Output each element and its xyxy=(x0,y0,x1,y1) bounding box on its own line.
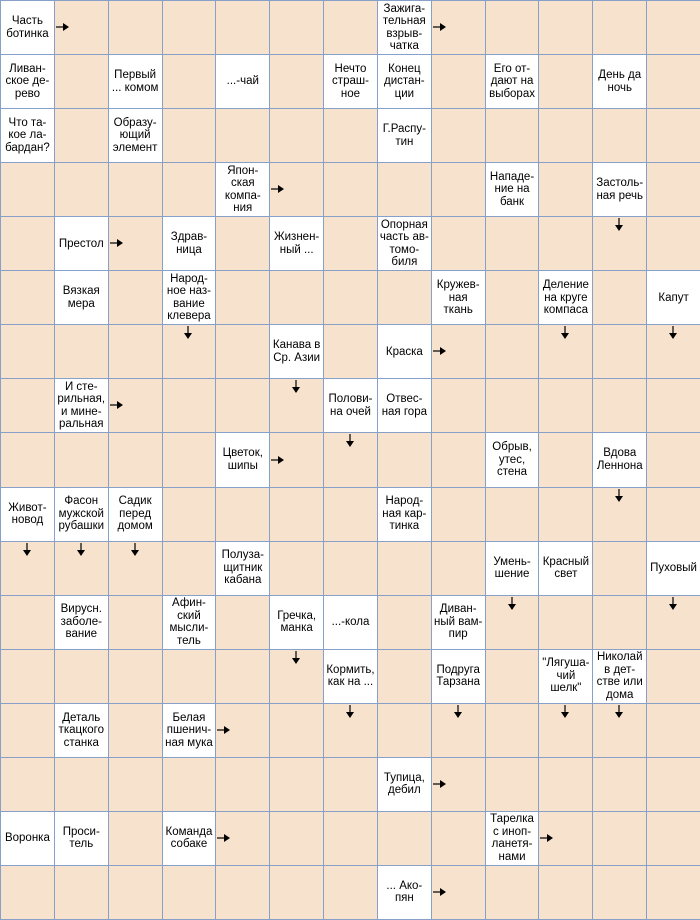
answer-cell[interactable] xyxy=(323,487,378,542)
answer-cell[interactable] xyxy=(54,162,109,217)
answer-cell[interactable] xyxy=(377,649,432,704)
clue-text: Ливан-ское де-рево xyxy=(5,62,50,100)
answer-cell[interactable] xyxy=(431,378,486,433)
answer-cell[interactable] xyxy=(108,649,163,704)
clue-cell xyxy=(323,378,378,433)
answer-cell[interactable] xyxy=(431,0,486,55)
answer-cell[interactable] xyxy=(538,757,593,812)
answer-cell[interactable] xyxy=(646,703,700,758)
clue-cell xyxy=(377,324,432,379)
answer-cell[interactable] xyxy=(431,324,486,379)
clue-text: Япон-ская компа-ния xyxy=(224,164,261,215)
answer-cell[interactable] xyxy=(592,757,647,812)
clue-text: Фасон мужской рубашки xyxy=(58,495,105,533)
answer-cell[interactable] xyxy=(485,378,540,433)
answer-cell[interactable] xyxy=(54,541,109,596)
clue-cell xyxy=(377,54,432,109)
clue-cell xyxy=(0,0,55,55)
clue-text: Зажига-тельная взрыв-чатка xyxy=(382,2,426,53)
answer-cell[interactable] xyxy=(646,595,700,650)
answer-cell[interactable] xyxy=(54,757,109,812)
answer-cell[interactable] xyxy=(269,162,324,217)
clue-cell xyxy=(162,270,217,325)
answer-cell[interactable] xyxy=(269,54,324,109)
clue-text: Пуховый xyxy=(650,561,697,574)
answer-cell[interactable] xyxy=(215,0,270,55)
answer-cell[interactable] xyxy=(538,162,593,217)
clue-cell xyxy=(54,811,109,866)
answer-cell[interactable] xyxy=(162,487,217,542)
answer-cell[interactable] xyxy=(592,487,647,542)
answer-cell[interactable] xyxy=(162,54,217,109)
answer-cell[interactable] xyxy=(646,487,700,542)
clue-text: Нечто страш-ное xyxy=(332,62,369,100)
answer-cell[interactable] xyxy=(485,703,540,758)
clue-text: Что та-кое ла-бардан? xyxy=(5,116,50,154)
clue-cell xyxy=(108,54,163,109)
clue-cell xyxy=(592,54,647,109)
answer-cell[interactable] xyxy=(108,865,163,920)
answer-cell[interactable] xyxy=(431,865,486,920)
answer-cell[interactable] xyxy=(538,487,593,542)
clue-cell xyxy=(54,270,109,325)
answer-cell[interactable] xyxy=(108,324,163,379)
clue-text: Проси-тель xyxy=(62,825,100,851)
answer-cell[interactable] xyxy=(54,649,109,704)
answer-cell[interactable] xyxy=(0,865,55,920)
answer-cell[interactable] xyxy=(431,216,486,271)
clue-text: Жизнен-ный ... xyxy=(274,231,320,256)
answer-cell[interactable] xyxy=(646,216,700,271)
answer-cell[interactable] xyxy=(54,865,109,920)
answer-cell[interactable] xyxy=(431,108,486,163)
answer-cell[interactable] xyxy=(0,378,55,433)
answer-cell[interactable] xyxy=(215,703,270,758)
answer-cell[interactable] xyxy=(592,216,647,271)
answer-cell[interactable] xyxy=(162,324,217,379)
clue-cell xyxy=(377,0,432,55)
answer-cell[interactable] xyxy=(108,0,163,55)
answer-cell[interactable] xyxy=(215,270,270,325)
clue-cell xyxy=(377,378,432,433)
answer-cell[interactable] xyxy=(538,216,593,271)
answer-cell[interactable] xyxy=(0,595,55,650)
answer-cell[interactable] xyxy=(538,0,593,55)
answer-cell[interactable] xyxy=(538,108,593,163)
answer-cell[interactable] xyxy=(269,432,324,487)
clue-text: Вдова Леннона xyxy=(596,447,643,472)
answer-cell[interactable] xyxy=(431,757,486,812)
answer-cell[interactable] xyxy=(485,757,540,812)
answer-cell[interactable] xyxy=(54,0,109,55)
answer-cell[interactable] xyxy=(215,378,270,433)
clue-text: Вязкая мера xyxy=(62,285,100,310)
answer-cell[interactable] xyxy=(646,162,700,217)
clue-cell xyxy=(54,703,109,758)
clue-text: Николай в дет-стве или дома xyxy=(596,651,643,701)
answer-cell[interactable] xyxy=(538,865,593,920)
answer-cell[interactable] xyxy=(646,757,700,812)
answer-cell[interactable] xyxy=(323,757,378,812)
answer-cell[interactable] xyxy=(592,811,647,866)
answer-cell[interactable] xyxy=(108,378,163,433)
clue-cell xyxy=(215,432,270,487)
answer-cell[interactable] xyxy=(592,541,647,596)
answer-cell[interactable] xyxy=(162,162,217,217)
answer-cell[interactable] xyxy=(0,216,55,271)
answer-cell[interactable] xyxy=(431,162,486,217)
clue-cell xyxy=(485,162,540,217)
clue-text: Цветок, шипы xyxy=(222,447,263,472)
answer-cell[interactable] xyxy=(215,108,270,163)
answer-cell[interactable] xyxy=(431,541,486,596)
answer-cell[interactable] xyxy=(431,54,486,109)
answer-cell[interactable] xyxy=(269,378,324,433)
answer-cell[interactable] xyxy=(323,432,378,487)
answer-cell[interactable] xyxy=(269,108,324,163)
answer-cell[interactable] xyxy=(215,487,270,542)
answer-cell[interactable] xyxy=(538,54,593,109)
clue-text: Отвес-ная гора xyxy=(381,393,427,418)
answer-cell[interactable] xyxy=(0,162,55,217)
clue-text: Канава в Ср. Азии xyxy=(272,339,321,364)
clue-text: И сте-рильная, и мине-ральная xyxy=(57,380,106,431)
clue-cell xyxy=(0,487,55,542)
answer-cell[interactable] xyxy=(215,865,270,920)
answer-cell[interactable] xyxy=(592,324,647,379)
clue-cell xyxy=(0,54,55,109)
answer-cell[interactable] xyxy=(538,811,593,866)
clue-text: Вирусн. заболе-вание xyxy=(60,603,102,641)
answer-cell[interactable] xyxy=(215,649,270,704)
answer-cell[interactable] xyxy=(0,270,55,325)
clue-text: Тарелка с иноп-ланетя-нами xyxy=(490,813,534,863)
answer-cell[interactable] xyxy=(538,378,593,433)
answer-cell[interactable] xyxy=(162,541,217,596)
clue-cell xyxy=(431,270,486,325)
answer-cell[interactable] xyxy=(0,649,55,704)
clue-cell xyxy=(269,595,324,650)
clue-text: Гречка, манка xyxy=(277,609,317,635)
clue-cell xyxy=(538,649,593,704)
answer-cell[interactable] xyxy=(108,595,163,650)
clue-text: Диван-ный вам-пир xyxy=(434,603,483,641)
answer-cell[interactable] xyxy=(215,216,270,271)
clue-text: Команда собаке xyxy=(165,825,213,851)
answer-cell[interactable] xyxy=(162,378,217,433)
clue-cell xyxy=(592,432,647,487)
answer-cell[interactable] xyxy=(162,0,217,55)
answer-cell[interactable] xyxy=(269,541,324,596)
clue-cell xyxy=(54,487,109,542)
clue-cell xyxy=(215,541,270,596)
answer-cell[interactable] xyxy=(54,108,109,163)
answer-cell[interactable] xyxy=(108,162,163,217)
answer-cell[interactable] xyxy=(323,541,378,596)
clue-cell xyxy=(0,811,55,866)
clue-text: Тупица, дебил xyxy=(383,771,425,797)
clue-cell xyxy=(323,595,378,650)
answer-cell[interactable] xyxy=(538,324,593,379)
answer-cell[interactable] xyxy=(323,811,378,866)
clue-cell xyxy=(108,108,163,163)
answer-cell[interactable] xyxy=(215,757,270,812)
clue-cell xyxy=(646,270,700,325)
clue-cell xyxy=(162,216,217,271)
clue-text: Здрав-ница xyxy=(170,231,208,256)
clue-cell xyxy=(485,54,540,109)
answer-cell[interactable] xyxy=(108,811,163,866)
clue-text: Полуза-щитник кабана xyxy=(221,549,264,587)
answer-cell[interactable] xyxy=(0,324,55,379)
answer-cell[interactable] xyxy=(323,216,378,271)
answer-cell[interactable] xyxy=(431,811,486,866)
answer-cell[interactable] xyxy=(108,703,163,758)
clue-text: Деление на круге компаса xyxy=(542,279,589,317)
clue-text: Садик перед домом xyxy=(117,495,153,533)
answer-cell[interactable] xyxy=(269,703,324,758)
answer-cell[interactable] xyxy=(646,0,700,55)
answer-cell[interactable] xyxy=(592,0,647,55)
clue-text: ...-кола xyxy=(331,615,370,628)
clue-text: Престол xyxy=(58,237,104,250)
clue-cell xyxy=(377,108,432,163)
answer-cell[interactable] xyxy=(54,324,109,379)
clue-text: Деталь ткацкого станка xyxy=(58,711,104,749)
clue-cell xyxy=(323,54,378,109)
answer-cell[interactable] xyxy=(485,649,540,704)
clue-text: Кружев-ная ткань xyxy=(436,279,480,317)
answer-cell[interactable] xyxy=(485,0,540,55)
clue-cell xyxy=(485,811,540,866)
answer-cell[interactable] xyxy=(646,649,700,704)
clue-cell xyxy=(592,162,647,217)
answer-cell[interactable] xyxy=(377,811,432,866)
clue-text: Кормить, как на ... xyxy=(326,663,375,689)
clue-cell xyxy=(377,757,432,812)
answer-cell[interactable] xyxy=(215,595,270,650)
answer-cell[interactable] xyxy=(323,108,378,163)
answer-cell[interactable] xyxy=(323,703,378,758)
answer-cell[interactable] xyxy=(269,0,324,55)
answer-cell[interactable] xyxy=(592,865,647,920)
answer-cell[interactable] xyxy=(323,0,378,55)
clue-text: Образу-ющий элемент xyxy=(112,116,158,154)
answer-cell[interactable] xyxy=(485,108,540,163)
answer-cell[interactable] xyxy=(54,432,109,487)
clue-text: Опорная часть ав-томо-биля xyxy=(379,218,429,269)
answer-cell[interactable] xyxy=(592,270,647,325)
answer-cell[interactable] xyxy=(0,432,55,487)
answer-cell[interactable] xyxy=(592,378,647,433)
answer-cell[interactable] xyxy=(646,324,700,379)
answer-cell[interactable] xyxy=(431,487,486,542)
answer-cell[interactable] xyxy=(431,432,486,487)
answer-cell[interactable] xyxy=(269,757,324,812)
answer-cell[interactable] xyxy=(215,324,270,379)
answer-cell[interactable] xyxy=(592,595,647,650)
clue-text: Краска xyxy=(385,345,423,358)
answer-cell[interactable] xyxy=(0,703,55,758)
answer-cell[interactable] xyxy=(108,432,163,487)
answer-cell[interactable] xyxy=(485,216,540,271)
answer-cell[interactable] xyxy=(646,811,700,866)
answer-cell[interactable] xyxy=(108,270,163,325)
answer-cell[interactable] xyxy=(108,757,163,812)
clue-text: Подруга Тарзана xyxy=(436,663,480,689)
answer-cell[interactable] xyxy=(54,54,109,109)
clue-text: День да ночь xyxy=(598,69,642,94)
clue-cell xyxy=(431,595,486,650)
answer-cell[interactable] xyxy=(108,541,163,596)
clue-text: Народ-ная кар-тинка xyxy=(382,495,427,533)
answer-cell[interactable] xyxy=(538,432,593,487)
answer-cell[interactable] xyxy=(215,811,270,866)
answer-cell[interactable] xyxy=(485,595,540,650)
clue-text: Конец дистан-ции xyxy=(384,62,425,100)
clue-cell xyxy=(0,108,55,163)
answer-cell[interactable] xyxy=(0,757,55,812)
clue-cell xyxy=(54,216,109,271)
clue-text: Застоль-ная речь xyxy=(596,177,644,202)
clue-cell xyxy=(538,541,593,596)
clue-cell xyxy=(592,649,647,704)
answer-cell[interactable] xyxy=(592,703,647,758)
clue-cell xyxy=(162,595,217,650)
answer-cell[interactable] xyxy=(377,270,432,325)
clue-cell xyxy=(162,811,217,866)
clue-text: Красный свет xyxy=(542,555,590,581)
clue-text: Народ-ное наз-вание клевера xyxy=(166,272,211,323)
answer-cell[interactable] xyxy=(646,108,700,163)
clue-text: Живот-новод xyxy=(8,501,47,527)
clue-cell xyxy=(54,595,109,650)
clue-cell xyxy=(485,432,540,487)
clue-text: Нападе-ние на банк xyxy=(489,170,535,208)
answer-cell[interactable] xyxy=(646,865,700,920)
answer-cell[interactable] xyxy=(377,595,432,650)
clue-text: Обрыв, утес, стена xyxy=(492,441,532,479)
answer-cell[interactable] xyxy=(323,324,378,379)
answer-cell[interactable] xyxy=(269,649,324,704)
clue-cell xyxy=(323,649,378,704)
answer-cell[interactable] xyxy=(646,54,700,109)
clue-cell xyxy=(215,54,270,109)
answer-cell[interactable] xyxy=(538,595,593,650)
answer-cell[interactable] xyxy=(162,649,217,704)
clue-text: ... Ако-пян xyxy=(386,879,423,905)
clue-cell xyxy=(377,865,432,920)
answer-cell[interactable] xyxy=(485,865,540,920)
clue-cell xyxy=(377,487,432,542)
answer-cell[interactable] xyxy=(431,703,486,758)
clue-cell xyxy=(215,162,270,217)
clue-cell xyxy=(108,487,163,542)
clue-cell xyxy=(377,216,432,271)
clue-cell xyxy=(538,270,593,325)
clue-cell xyxy=(162,703,217,758)
clue-text: Белая пшенич-ная мука xyxy=(165,711,213,749)
answer-cell[interactable] xyxy=(323,865,378,920)
answer-cell[interactable] xyxy=(269,270,324,325)
answer-cell[interactable] xyxy=(162,757,217,812)
answer-cell[interactable] xyxy=(485,487,540,542)
answer-cell[interactable] xyxy=(485,324,540,379)
answer-cell[interactable] xyxy=(0,541,55,596)
clue-text: Первый ... комом xyxy=(111,69,159,94)
answer-cell[interactable] xyxy=(162,432,217,487)
clue-text: Часть ботинка xyxy=(6,15,49,40)
answer-cell[interactable] xyxy=(269,865,324,920)
clue-cell xyxy=(646,541,700,596)
answer-cell[interactable] xyxy=(323,270,378,325)
answer-cell[interactable] xyxy=(377,432,432,487)
clue-text: Умень-шение xyxy=(493,555,531,581)
clue-cell xyxy=(269,324,324,379)
answer-cell[interactable] xyxy=(108,216,163,271)
answer-cell[interactable] xyxy=(646,432,700,487)
answer-cell[interactable] xyxy=(162,865,217,920)
answer-cell[interactable] xyxy=(646,378,700,433)
answer-cell[interactable] xyxy=(538,703,593,758)
clue-text: Капут xyxy=(658,291,689,304)
answer-cell[interactable] xyxy=(323,162,378,217)
clue-text: Его от-дают на выборах xyxy=(489,62,535,100)
clue-cell xyxy=(485,541,540,596)
answer-cell[interactable] xyxy=(377,541,432,596)
answer-cell[interactable] xyxy=(162,108,217,163)
clue-text: ...-чай xyxy=(226,75,259,88)
clue-cell xyxy=(54,378,109,433)
answer-cell[interactable] xyxy=(485,270,540,325)
clue-text: Полови-на очей xyxy=(328,393,373,418)
answer-cell[interactable] xyxy=(377,162,432,217)
clue-text: "Лягуша-чий шелк" xyxy=(542,657,590,695)
clue-text: Г.Распу-тин xyxy=(382,123,426,148)
answer-cell[interactable] xyxy=(269,487,324,542)
answer-cell[interactable] xyxy=(269,811,324,866)
answer-cell[interactable] xyxy=(592,108,647,163)
clue-cell xyxy=(269,216,324,271)
answer-cell[interactable] xyxy=(377,703,432,758)
clue-text: Афин-ский мысли-тель xyxy=(169,597,209,647)
clue-cell xyxy=(431,649,486,704)
clue-text: Воронка xyxy=(4,832,50,845)
